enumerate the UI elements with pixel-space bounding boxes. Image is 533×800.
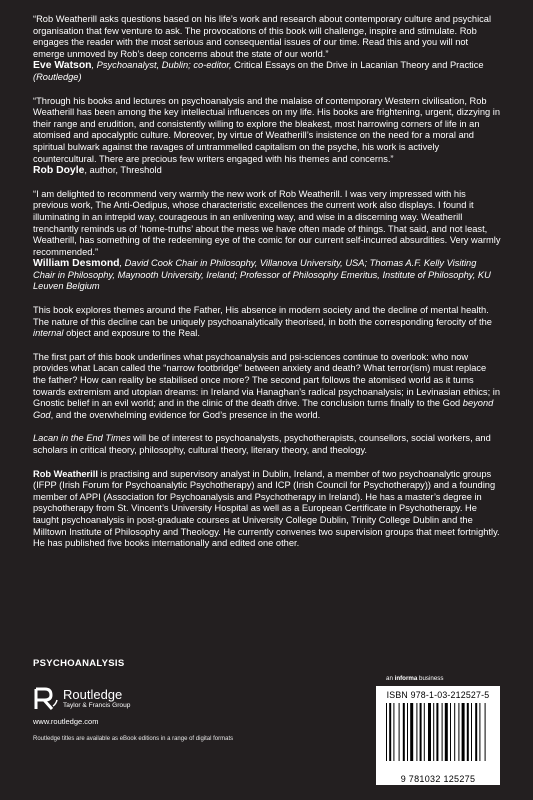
informa-business: an informa business [386,675,444,682]
publisher-logo [33,686,130,712]
endorsement-text: “Through his books and lectures on psychoanalysis and the malaise of contemporary Western civilisation, Rob Weatherill has been among the key intellectual influences on my life. His books are frightening, urgent, dizzying in their range and erudition, and consistently willing to explore the bleakest, most harrowing corners of life in an atomised and apocalyptic culture. Moreover, by virtue of Weatherill’s insistence on the need for a moral and spiritual bulwark against the ravages of untrammelled capitalism on the psyche, his work is actively countercultural. There are precious few writers engaged with his themes and concerns.” [33,95,500,164]
author-bio: Rob Weatherill is practising and supervisory analyst in Dublin, Ireland, a member of two psychoanalytic groups (IFPP (Irish Forum for Psychoanalytic Psychotherapy) and ICP (Irish Council for Psychotherapy)) and a founding member of APPI (Association for Psychoanalysis and Psychotherapy in Ireland). He has a master’s degree in psychotherapy from St. Vincent’s University Hospital as well as a European Certificate in Psychotherapy. He taught psychoanalysis in post-graduate courses at University College Dublin, Trinity College Dublin and the Milltown Institute of Philosophy and Theology. He currently convenes two supervision groups that meet fortnightly. He has published five books internationally and edited one other. [33,468,500,549]
publisher-website: www.routledge.com [33,717,99,726]
routledge-r-icon [33,686,59,712]
endorser-book-title: Critical Essays on the Drive in Lacanian Theory and Practice [234,60,484,71]
description-paragraph-3: Lacan in the End Times will be of interest to psychoanalysts, psychotherapists, counsellors, social workers, and scholars in critical theory, philosophy, cultural theory, literary theory, and theology. [33,433,491,455]
isbn-barcode-box [376,686,500,785]
ebook-note: Routledge titles are available as eBook editions in a range of digital formats [33,736,234,742]
endorsement-attribution [33,60,501,83]
isbn-digits: 9 781032 125275 [400,774,476,784]
endorser-publisher: (Routledge) [33,71,82,82]
publisher-group: Taylor & Francis Group [63,702,131,709]
endorser-role: , David Cook Chair in Philosophy, Villanova University, USA; Thomas A.F. Kelly Visiting Chair in Philosophy, Maynooth University, Ireland; Professor of Philosophy Emeritus, Institute of Philosophy, KU Leuven Belgium [33,258,491,292]
endorser-name: William Desmond [33,258,120,270]
endorsement-attribution [33,258,501,293]
endorsement-text: “I am delighted to recommend very warmly the new work of Rob Weatherill. I was very impressed with his previous work, The Anti-Oedipus, whose characteristic excellences the current work also displays. I found it illuminating in an intrepid way, courageous in an enlivening way, and wise in a discerning way. Weatherill trenchantly reminds us of ‘home-truths’ about the mess we have often made of things. That said, and not least, Weatherill, has something of the redeeming eye of the comic for our current self-incurred absurdities. Very warmly recommended.” [33,188,501,257]
isbn-label: ISBN 978-1-03-212527-5 [386,690,490,700]
endorsement-2 [33,96,501,177]
subject-category: PSYCHOANALYSIS [33,658,125,669]
description-paragraph-2: The first part of this book underlines what psychoanalysis and psi-sciences continue to overlook: who now provides what Lacan called the “narrow footbridge” between anxiety and death? What terror(ism) must replace the father? How can reality be stabilised once more? The second part follows the atomised world as it turns towards extremism and utopian dreams: in Ireland via Hanaghan’s radical psychoanalysis; in Levinasian ethics; in Gnostic belief in an evil world; and in the clinic of the death drive. The conclusion turns finally to the God beyond God, and the overwhelming evidence for God’s presence in the world. [33,351,500,420]
endorser-name: Rob Doyle [33,165,85,177]
endorsement-1 [33,14,501,84]
back-cover-text [33,14,501,562]
endorsement-attribution [33,165,501,177]
endorser-role: , author, Threshold [84,165,162,176]
barcode-icon [384,703,494,771]
description-paragraph-1: This book explores themes around the Father, His absence in modern society and the decline of mental health. The nature of this decline can be uniquely psychoanalytically theorised, in both the corresponding ferocity of the internal object and exposure to the Real. [33,305,492,339]
endorser-name: Eve Watson [33,60,92,72]
endorsement-3 [33,189,501,293]
publisher-name: Routledge [63,687,123,702]
endorser-role: , Psychoanalyst, Dublin; co-editor, [91,60,235,71]
author-name: Rob Weatherill [33,468,98,479]
endorsement-text: “Rob Weatherill asks questions based on his life’s work and research about contemporary culture and psychical organisation that few venture to ask. The provocations of this book will challenge, inspire and stimulate. Rob engages the reader with the most serious and consequential issues of our time. Read this and you will not emerge unmoved by Rob’s deep concerns about the state of our world.” [33,14,492,59]
